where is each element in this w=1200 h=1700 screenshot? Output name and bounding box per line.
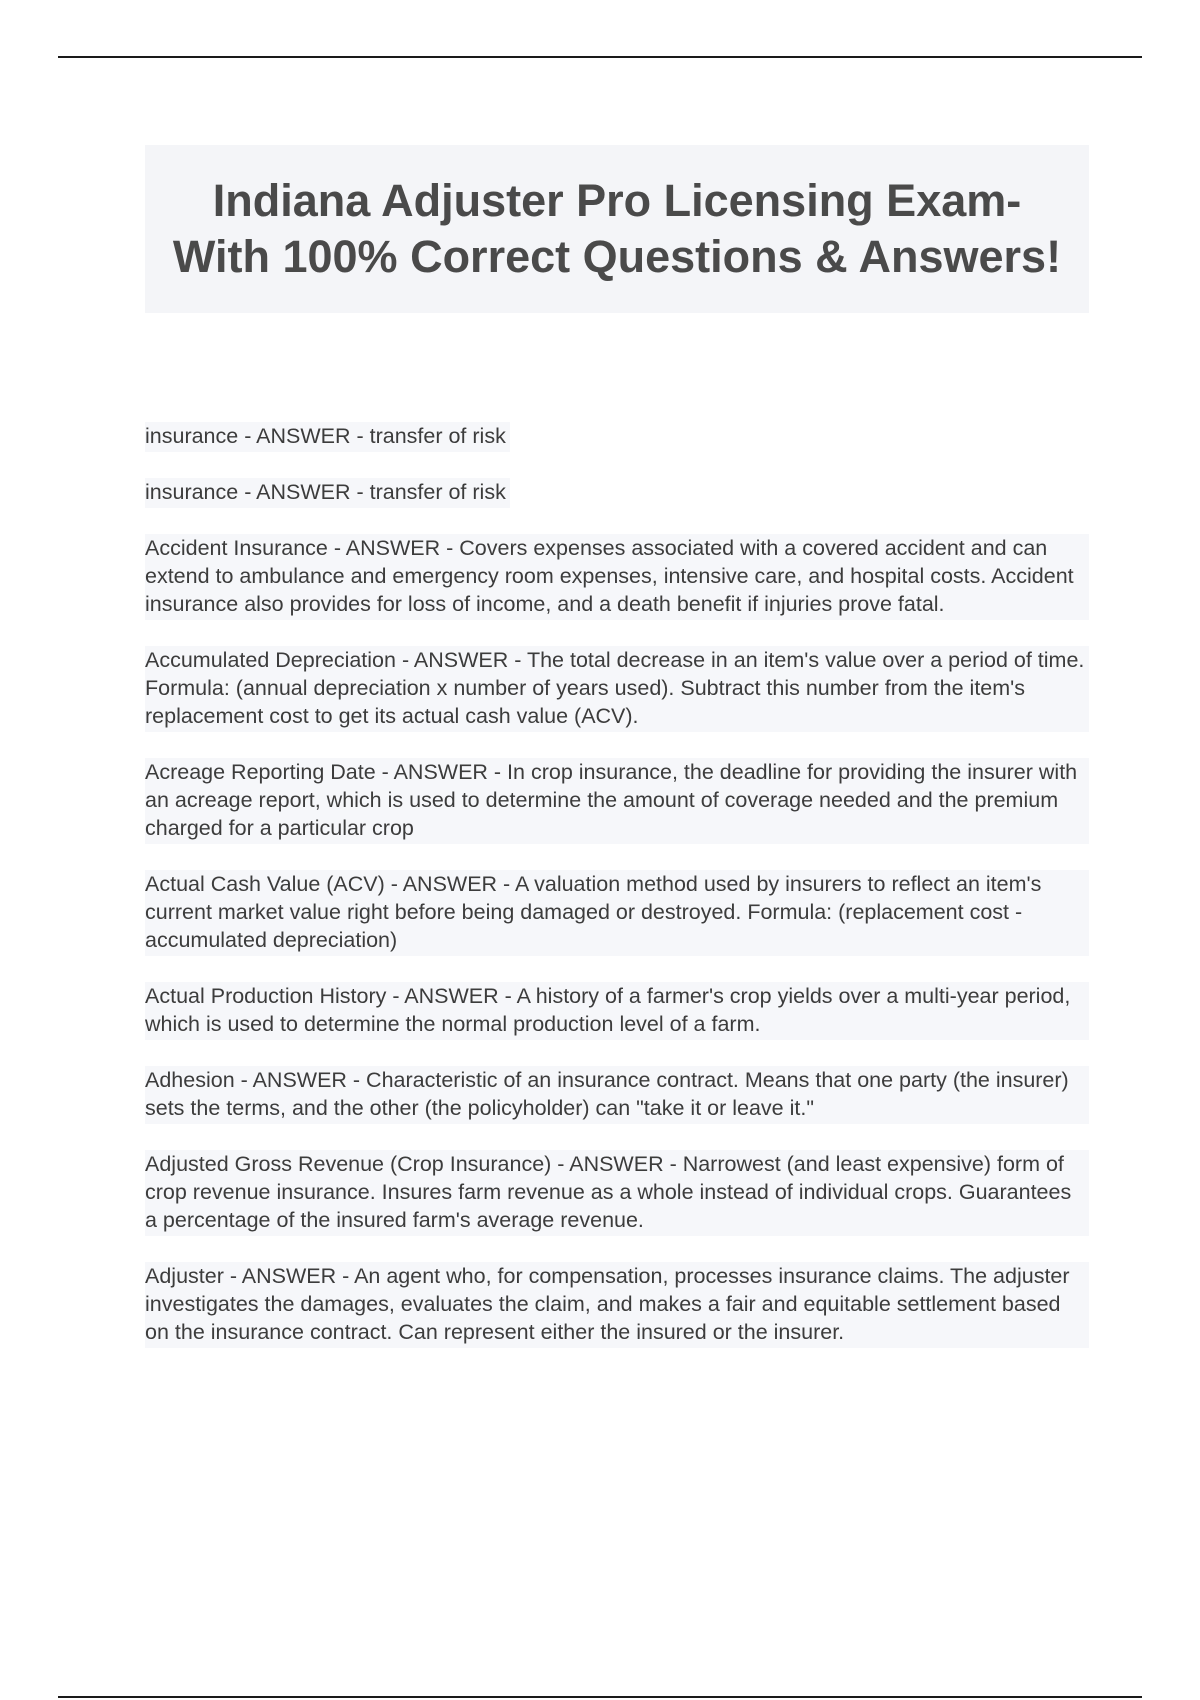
bottom-rule	[58, 1696, 1142, 1698]
qa-entry: insurance - ANSWER - transfer of risk	[145, 422, 510, 452]
qa-entry: Adjuster - ANSWER - An agent who, for compensation, processes insurance claims. The adjuster investigates the damages, evaluates the claim, and makes a fair and equitable settlement based on the insurance contract. Can represent either the insured or the insurer.	[145, 1262, 1089, 1348]
qa-list	[145, 422, 1089, 1374]
qa-entry: Actual Cash Value (ACV) - ANSWER - A valuation method used by insurers to reflect an item's current market value right before being damaged or destroyed. Formula: (replacement cost - accumulated depreciation)	[145, 870, 1089, 956]
title-banner	[145, 145, 1089, 313]
qa-entry: Adhesion - ANSWER - Characteristic of an insurance contract. Means that one party (the insurer) sets the terms, and the other (the policyholder) can "take it or leave it."	[145, 1066, 1089, 1124]
top-rule	[58, 56, 1142, 58]
qa-entry: insurance - ANSWER - transfer of risk	[145, 478, 510, 508]
document-title: Indiana Adjuster Pro Licensing Exam- With 100% Correct Questions & Answers!	[172, 175, 1062, 282]
qa-entry: Accident Insurance - ANSWER - Covers expenses associated with a covered accident and can extend to ambulance and emergency room expenses, intensive care, and hospital costs. Accident insurance also provides for loss of income, and a death benefit if injuries prove fatal.	[145, 534, 1089, 620]
qa-entry: Accumulated Depreciation - ANSWER - The total decrease in an item's value over a period of time. Formula: (annual depreciation x number of years used). Subtract this number from the item's replacement cost to get its actual cash value (ACV).	[145, 646, 1089, 732]
qa-entry: Actual Production History - ANSWER - A history of a farmer's crop yields over a multi-year period, which is used to determine the normal production level of a farm.	[145, 982, 1089, 1040]
qa-entry: Adjusted Gross Revenue (Crop Insurance) - ANSWER - Narrowest (and least expensive) form of crop revenue insurance. Insures farm revenue as a whole instead of individual crops. Guarantees a percentage of the insured farm's average revenue.	[145, 1150, 1089, 1236]
qa-entry: Acreage Reporting Date - ANSWER - In crop insurance, the deadline for providing the insurer with an acreage report, which is used to determine the amount of coverage needed and the premium charged for a particular crop	[145, 758, 1089, 844]
